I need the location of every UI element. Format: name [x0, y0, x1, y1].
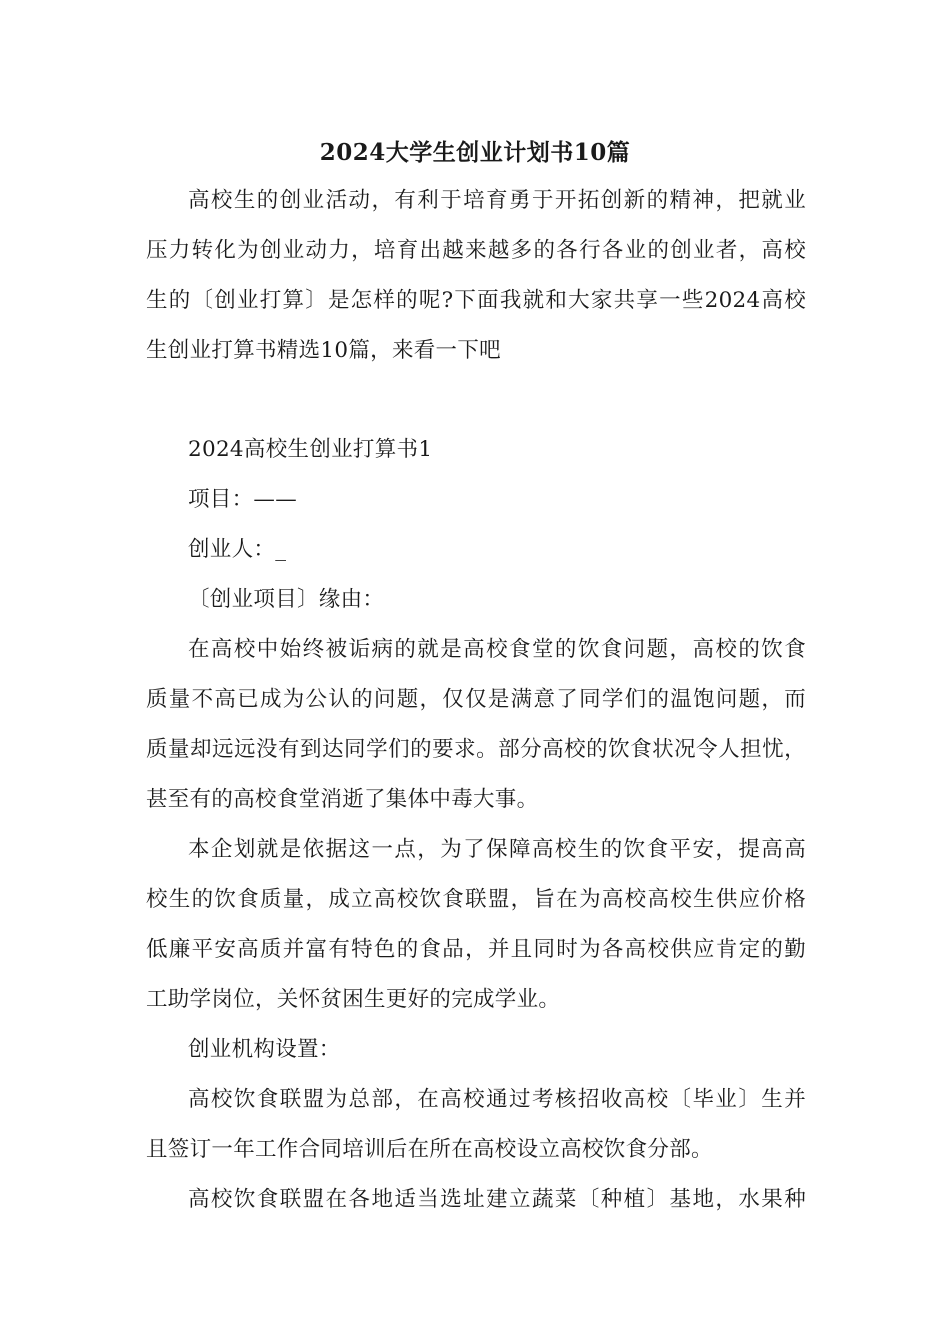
para2-line-2: 校生的饮食质量，成立高校饮食联盟，旨在为高校高校生供应价格	[146, 887, 806, 912]
para1-line-4: 甚至有的高校食堂消逝了集体中毒大事。	[146, 787, 539, 812]
para1-line-2: 质量不高已成为公认的问题，仅仅是满意了同学们的温饱问题，而	[146, 687, 806, 712]
founder-line: 创业人：_	[188, 537, 287, 562]
para4-line-1: 高校饮食联盟在各地适当选址建立蔬菜〔种植〕基地，水果种	[188, 1187, 806, 1212]
section-heading: 2024高校生创业打算书1	[188, 437, 433, 462]
para2-line-1: 本企划就是依据这一点，为了保障高校生的饮食平安，提高高	[188, 837, 806, 862]
intro-line-3: 生的〔创业打算〕是怎样的呢?下面我就和大家共享一些2024高校	[146, 288, 806, 313]
para3-line-2: 且签订一年工作合同培训后在所在高校设立高校饮食分部。	[146, 1137, 713, 1162]
para1-line-1: 在高校中始终被诟病的就是高校食堂的饮食问题，高校的饮食	[188, 637, 806, 662]
para3-line-1: 高校饮食联盟为总部，在高校通过考核招收高校〔毕业〕生并	[188, 1087, 806, 1112]
document-title: 2024大学生创业计划书10篇	[319, 139, 631, 166]
para2-line-4: 工助学岗位，关怀贫困生更好的完成学业。	[146, 987, 561, 1012]
org-label: 创业机构设置：	[188, 1037, 341, 1062]
intro-line-2: 压力转化为创业动力，培育出越来越多的各行各业的创业者，高校	[146, 238, 806, 263]
intro-line-4: 生创业打算书精选10篇，来看一下吧	[146, 338, 501, 363]
project-line: 项目：——	[188, 487, 298, 512]
para1-line-3: 质量却远远没有到达同学们的要求。部分高校的饮食状况令人担忧，	[146, 737, 806, 762]
reason-label: 〔创业项目〕缘由：	[188, 587, 385, 612]
para2-line-3: 低廉平安高质并富有特色的食品，并且同时为各高校供应肯定的勤	[146, 937, 806, 962]
intro-line-1: 高校生的创业活动，有利于培育勇于开拓创新的精神，把就业	[188, 188, 806, 213]
